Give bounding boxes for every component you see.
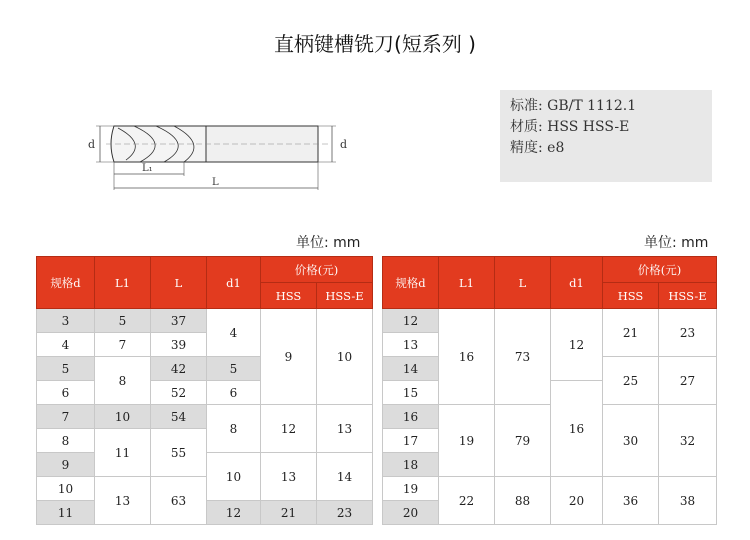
header-price: 价格(元)	[261, 257, 373, 283]
spec-table-right	[382, 256, 717, 525]
cell-d1: 4	[207, 309, 261, 357]
cell-hss: 12	[261, 405, 317, 453]
cell-d: 15	[383, 381, 439, 405]
cell-L: 55	[151, 429, 207, 477]
table-row	[383, 477, 717, 501]
unit-label-right: 单位: mm	[644, 235, 709, 251]
cell-d: 14	[383, 357, 439, 381]
table-row	[383, 309, 717, 333]
header-hss-e: HSS-E	[317, 283, 373, 309]
end-mill-drawing	[78, 104, 368, 196]
cell-d1: 8	[207, 405, 261, 453]
spec-precision: 精度: e8	[510, 140, 565, 156]
cell-L1: 5	[95, 309, 151, 333]
cell-d: 18	[383, 453, 439, 477]
label-L: L	[212, 177, 219, 188]
cell-d: 3	[37, 309, 95, 333]
header-spec-d: 规格d	[37, 257, 95, 309]
cell-hss: 30	[603, 405, 659, 477]
header-L: L	[151, 257, 207, 309]
cell-d1: 16	[551, 381, 603, 477]
cell-hss: 13	[261, 453, 317, 501]
cell-hss: 25	[603, 357, 659, 405]
cell-hss: 36	[603, 477, 659, 525]
cell-hss: 9	[261, 309, 317, 405]
cell-d: 6	[37, 381, 95, 405]
cell-hss-e: 32	[659, 405, 717, 477]
cell-L: 54	[151, 405, 207, 429]
unit-label-left: 单位: mm	[296, 235, 361, 251]
cell-d1: 10	[207, 453, 261, 501]
table-row	[37, 405, 373, 429]
cell-d: 8	[37, 429, 95, 453]
cell-hss-e: 14	[317, 453, 373, 501]
label-d-right: d	[340, 138, 348, 151]
cell-d: 10	[37, 477, 95, 501]
header-L1: L1	[95, 257, 151, 309]
cell-L: 63	[151, 477, 207, 525]
header-d1: d1	[551, 257, 603, 309]
cell-L1: 8	[95, 357, 151, 405]
table-row	[37, 309, 373, 333]
cell-L1: 7	[95, 333, 151, 357]
cell-hss-e: 38	[659, 477, 717, 525]
cell-L: 52	[151, 381, 207, 405]
cell-L1: 19	[439, 405, 495, 477]
header-d1: d1	[207, 257, 261, 309]
cell-hss-e: 23	[659, 309, 717, 357]
cell-d1: 5	[207, 357, 261, 381]
cell-d: 7	[37, 405, 95, 429]
header-L: L	[495, 257, 551, 309]
cell-d1: 20	[551, 477, 603, 525]
header-hss: HSS	[261, 283, 317, 309]
cell-d: 12	[383, 309, 439, 333]
spec-table-left	[36, 256, 373, 525]
spec-material: 材质: HSS HSS-E	[510, 119, 630, 135]
cell-d: 9	[37, 453, 95, 477]
cell-d: 4	[37, 333, 95, 357]
label-d-left: d	[88, 138, 96, 151]
table-row	[383, 405, 717, 429]
cell-L: 73	[495, 309, 551, 405]
cell-hss-e: 10	[317, 309, 373, 405]
cell-L: 37	[151, 309, 207, 333]
cell-d: 13	[383, 333, 439, 357]
cell-L1: 22	[439, 477, 495, 525]
cell-d: 11	[37, 501, 95, 525]
cell-L: 42	[151, 357, 207, 381]
cell-L1: 13	[95, 477, 151, 525]
header-hss-e: HSS-E	[659, 283, 717, 309]
cell-hss-e: 23	[317, 501, 373, 525]
cell-L: 39	[151, 333, 207, 357]
cell-hss: 21	[261, 501, 317, 525]
cell-d: 19	[383, 477, 439, 501]
spec-standard: 标准: GB/T 1112.1	[510, 98, 637, 114]
cell-d: 20	[383, 501, 439, 525]
cell-L: 79	[495, 405, 551, 477]
cell-d1: 12	[551, 309, 603, 381]
header-spec-d: 规格d	[383, 257, 439, 309]
cell-hss-e: 27	[659, 357, 717, 405]
page-title: 直柄键槽铣刀(短系列 )	[274, 32, 476, 56]
cell-L1: 10	[95, 405, 151, 429]
cell-d: 5	[37, 357, 95, 381]
cell-d: 17	[383, 429, 439, 453]
cell-d1: 12	[207, 501, 261, 525]
cell-L1: 16	[439, 309, 495, 405]
cell-hss: 21	[603, 309, 659, 357]
cell-d1: 6	[207, 381, 261, 405]
cell-L1: 11	[95, 429, 151, 477]
header-L1: L1	[439, 257, 495, 309]
label-L1: L₁	[142, 163, 153, 174]
cell-hss-e: 13	[317, 405, 373, 453]
header-hss: HSS	[603, 283, 659, 309]
spec-box	[500, 90, 712, 182]
cell-L: 88	[495, 477, 551, 525]
header-price: 价格(元)	[603, 257, 717, 283]
cell-d: 16	[383, 405, 439, 429]
